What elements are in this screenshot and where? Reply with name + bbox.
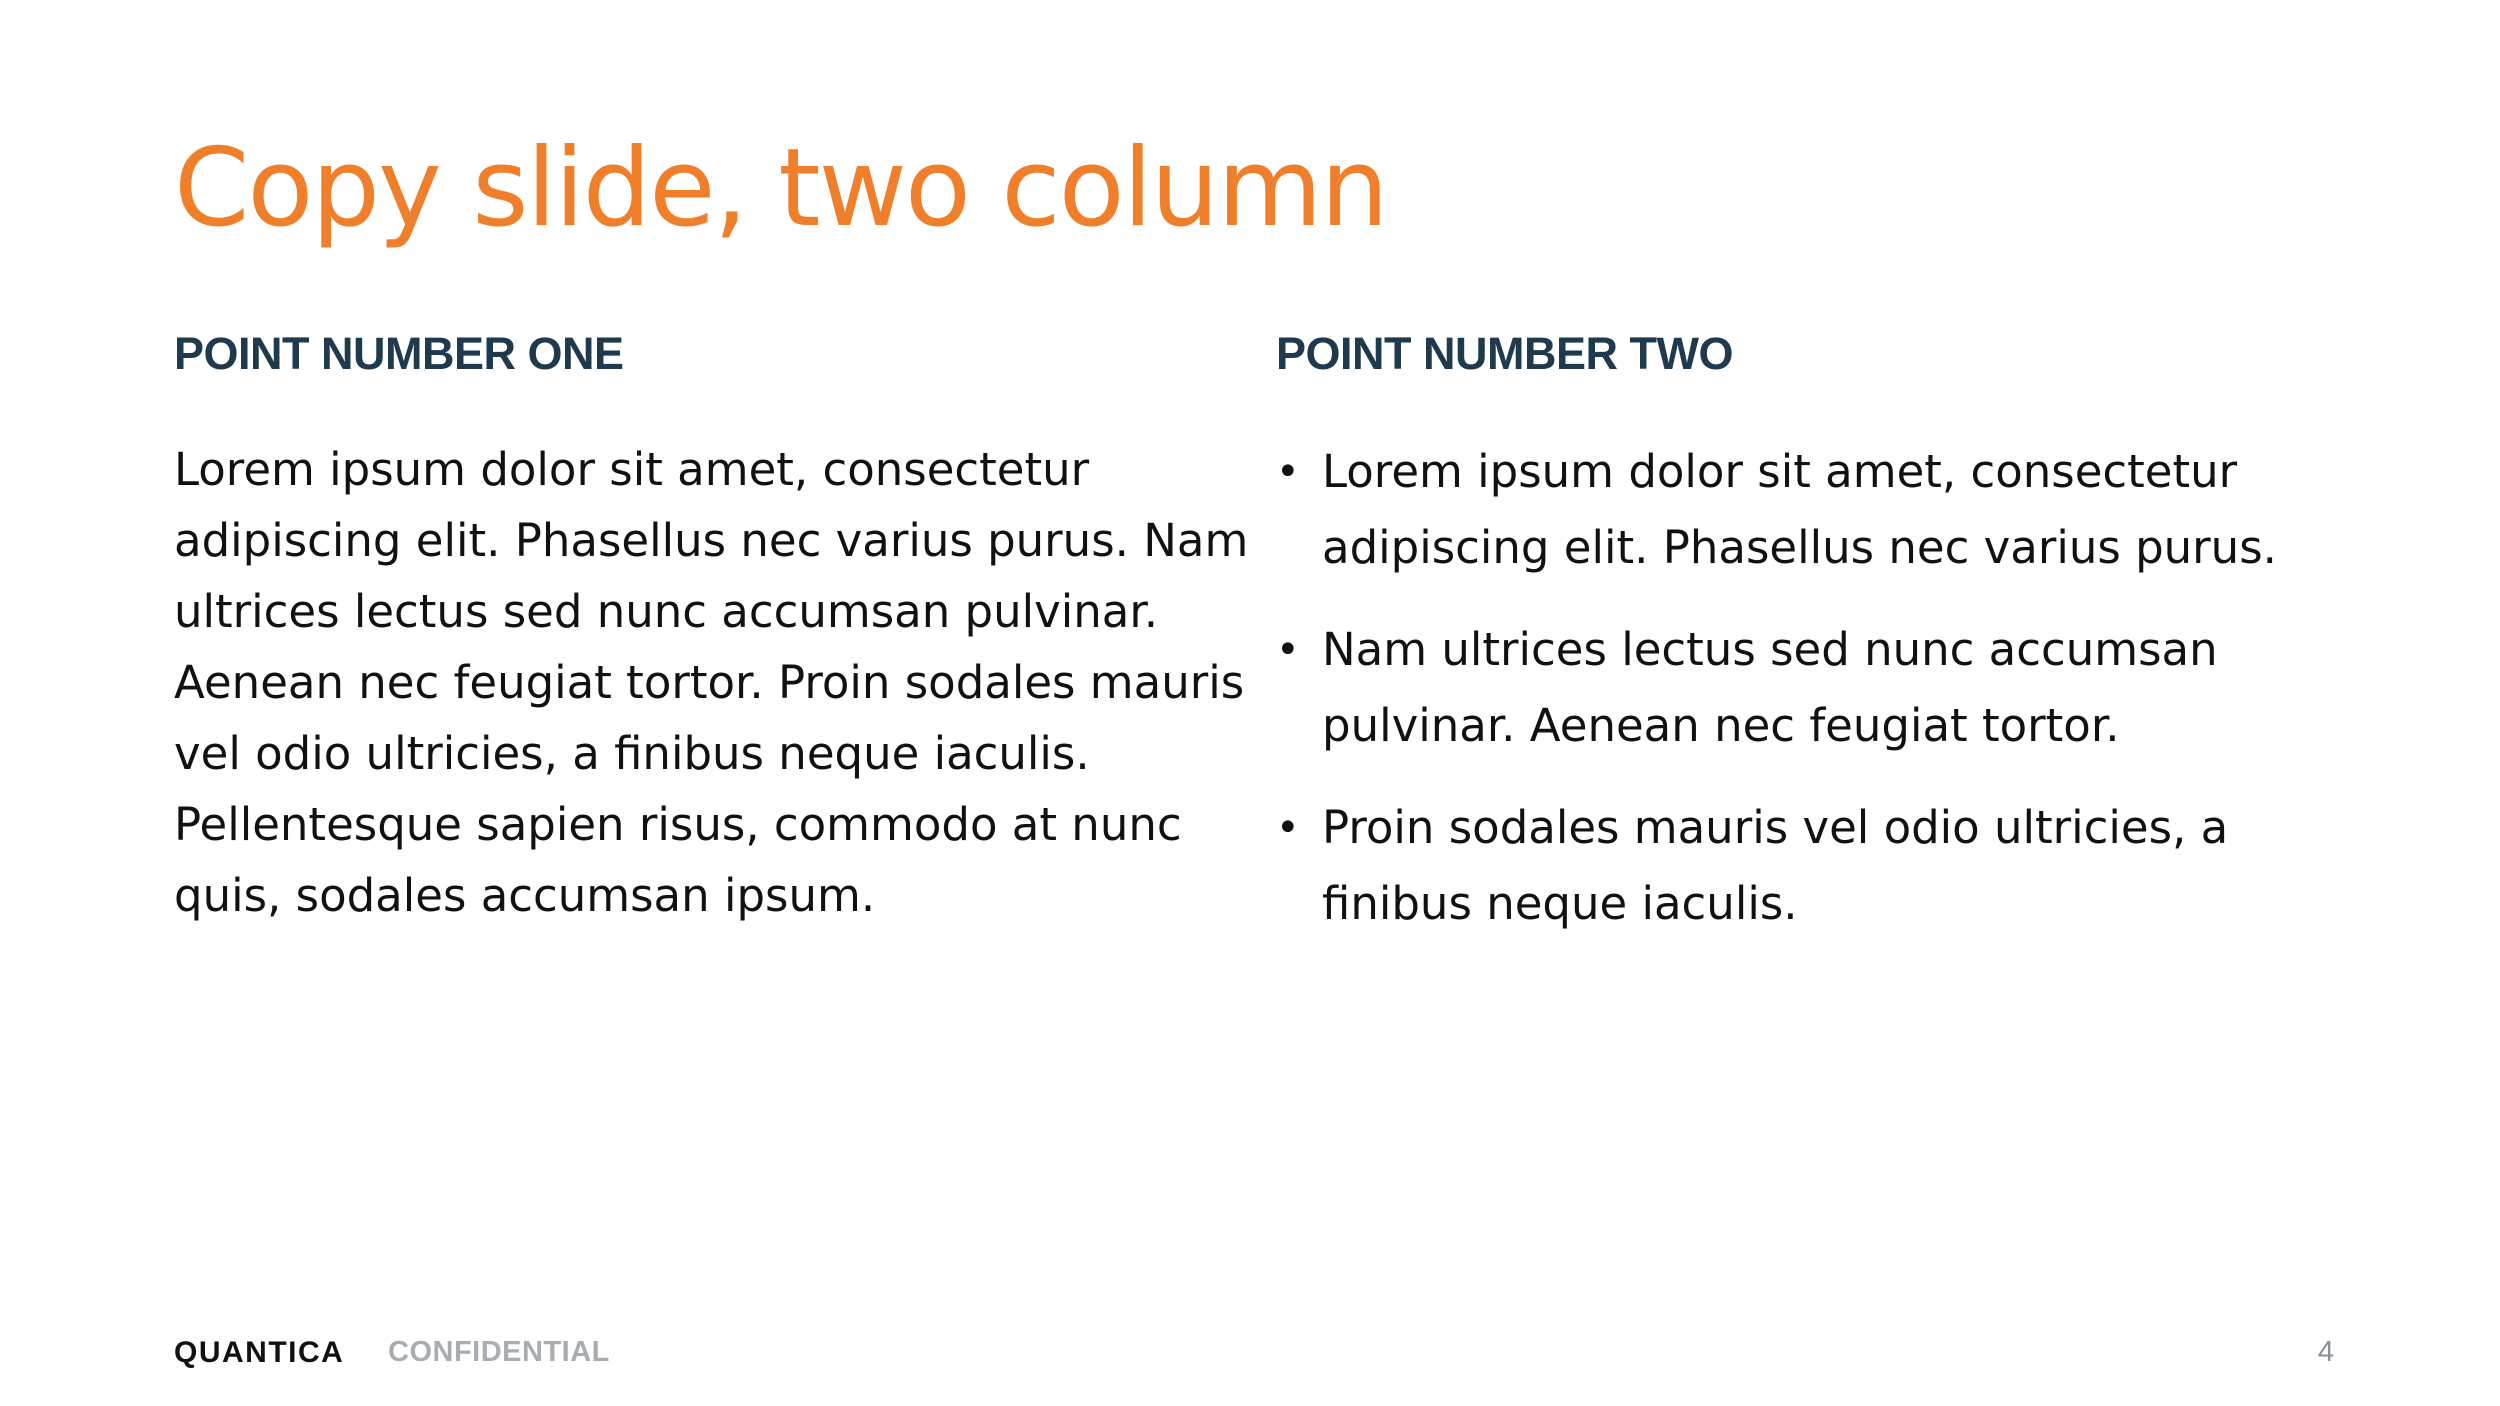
column-one-heading: POINT NUMBER ONE xyxy=(174,328,624,379)
bullet-item: • Proin sodales mauris vel odio ultricies, a finibus neque iaculis. xyxy=(1276,790,2336,942)
bullet-list xyxy=(1276,434,2336,968)
confidential-label: CONFIDENTIAL xyxy=(388,1336,610,1368)
slide-footer xyxy=(174,1336,2334,1376)
column-two-heading: POINT NUMBER TWO xyxy=(1276,328,1733,379)
bullet-item: • Nam ultrices lectus sed nunc accumsan pulvinar. Aenean nec feugiat tortor. xyxy=(1276,612,2336,764)
column-two xyxy=(1276,326,2346,930)
bullet-item: • Lorem ipsum dolor sit amet, consectetur adipiscing elit. Phasellus nec varius purus. xyxy=(1276,434,2336,586)
column-one-body: Lorem ipsum dolor sit amet, consectetur adipiscing elit. Phasellus nec varius purus. Nam ultrices lectus sed nunc accumsan pulvinar. Aenean nec feugiat tortor. Proin sodales mauris vel odio ultricies, a finibus neque iaculis. Pellentesque sapien risus, commodo at nunc quis, sodales accumsan ipsum. xyxy=(174,443,1249,922)
column-one xyxy=(174,326,1249,922)
slide-title: Copy slide, two column xyxy=(174,126,1387,251)
page-number: 4 xyxy=(2317,1336,2334,1368)
brand-logo: QUANTICA xyxy=(174,1336,345,1369)
